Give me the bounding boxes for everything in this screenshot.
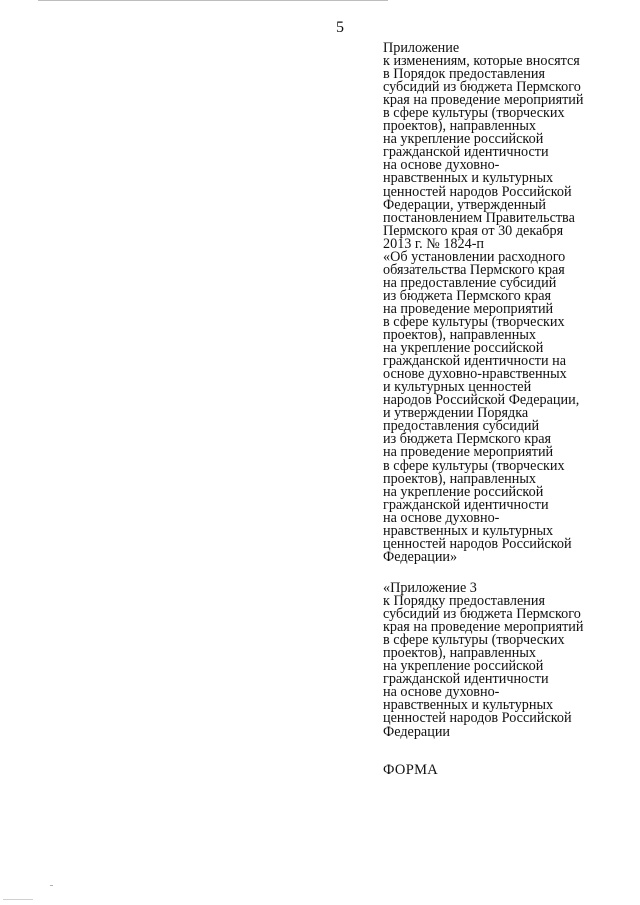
appendix-text-line: в сфере культуры (творческих bbox=[383, 313, 565, 330]
appendix-text-line: постановлением Правительства bbox=[383, 209, 575, 226]
appendix-text-line: Федерации» bbox=[383, 548, 458, 565]
appendix-text-line: проектов), направленных bbox=[383, 118, 536, 135]
appendix-text-line: Федерации, утвержденный bbox=[383, 196, 547, 213]
appendix-3-text-line: проектов), направленных bbox=[383, 645, 536, 662]
appendix-heading-block bbox=[383, 42, 635, 564]
page-number: 5 bbox=[336, 19, 344, 36]
appendix-text-line: гражданской идентичности bbox=[383, 144, 549, 161]
appendix-text-line: обязательства Пермского края bbox=[383, 261, 565, 278]
appendix-text-line: субсидий из бюджета Пермского bbox=[383, 79, 581, 96]
appendix-text-line: на укрепление российской bbox=[383, 340, 544, 357]
appendix-text-line: 2013 г. № 1824-п bbox=[383, 235, 485, 252]
appendix-text-line: на проведение мероприятий bbox=[383, 444, 554, 461]
appendix-3-text-line: Федерации bbox=[383, 723, 451, 740]
appendix-text-line: на основе духовно- bbox=[383, 157, 500, 174]
appendix-text-line: из бюджета Пермского края bbox=[383, 431, 552, 448]
appendix-3-text-line: на основе духовно- bbox=[383, 684, 500, 701]
appendix-text-line: в Порядок предоставления bbox=[383, 66, 545, 83]
appendix-3-text-line: субсидий из бюджета Пермского bbox=[383, 606, 581, 623]
appendix-text-line: гражданской идентичности bbox=[383, 496, 549, 513]
appendix-text-line: проектов), направленных bbox=[383, 470, 536, 487]
appendix-text-line: основе духовно-нравственных bbox=[383, 366, 567, 383]
scan-artifact-dot bbox=[50, 885, 53, 886]
appendix-text-line: на предоставление субсидий bbox=[383, 274, 557, 291]
appendix-text-line: ценностей народов Российской bbox=[383, 535, 572, 552]
appendix-3-text-line: к Порядку предоставления bbox=[383, 593, 545, 610]
appendix-text-line: народов Российской Федерации, bbox=[383, 392, 580, 409]
appendix-text-line: и культурных ценностей bbox=[383, 379, 532, 396]
appendix-text-line: края на проведение мероприятий bbox=[383, 92, 584, 109]
appendix-3-text-line: «Приложение 3 bbox=[383, 580, 477, 596]
scan-artifact-mark bbox=[3, 899, 33, 900]
appendix-3-text-line: нравственных и культурных bbox=[383, 697, 554, 714]
appendix-3-text-line: на укрепление российской bbox=[383, 658, 544, 675]
appendix-text-line: нравственных и культурных bbox=[383, 170, 554, 187]
appendix-3-heading-block bbox=[383, 582, 635, 739]
appendix-text-line: к изменениям, которые вносятся bbox=[383, 53, 580, 70]
appendix-3-text-line: края на проведение мероприятий bbox=[383, 619, 584, 636]
appendix-text-line: в сфере культуры (творческих bbox=[383, 105, 565, 122]
appendix-text-line: из бюджета Пермского края bbox=[383, 287, 552, 304]
appendix-3-text-line: гражданской идентичности bbox=[383, 671, 549, 688]
appendix-text-line: на основе духовно- bbox=[383, 509, 500, 526]
appendix-text-line: на укрепление российской bbox=[383, 131, 544, 148]
appendix-text-line: гражданской идентичности на bbox=[383, 353, 567, 370]
appendix-text-line: Приложение bbox=[383, 40, 460, 56]
appendix-text-line: на укрепление российской bbox=[383, 483, 544, 500]
appendix-text-line: предоставления субсидий bbox=[383, 418, 540, 435]
appendix-text-line: проектов), направленных bbox=[383, 327, 536, 344]
appendix-3-text-line: ценностей народов Российской bbox=[383, 710, 572, 727]
top-scan-rule bbox=[38, 0, 388, 1]
appendix-text-line: нравственных и культурных bbox=[383, 522, 554, 539]
appendix-text-line: Пермского края от 30 декабря bbox=[383, 222, 564, 239]
appendix-text-line: в сфере культуры (творческих bbox=[383, 457, 565, 474]
appendix-text-line: на проведение мероприятий bbox=[383, 300, 554, 317]
appendix-3-text-line: в сфере культуры (творческих bbox=[383, 632, 565, 649]
appendix-text-line: ценностей народов Российской bbox=[383, 183, 572, 200]
appendix-text-line: и утверждении Порядка bbox=[383, 405, 529, 422]
form-title: ФОРМА bbox=[383, 762, 439, 778]
appendix-text-line: «Об установлении расходного bbox=[383, 248, 566, 265]
